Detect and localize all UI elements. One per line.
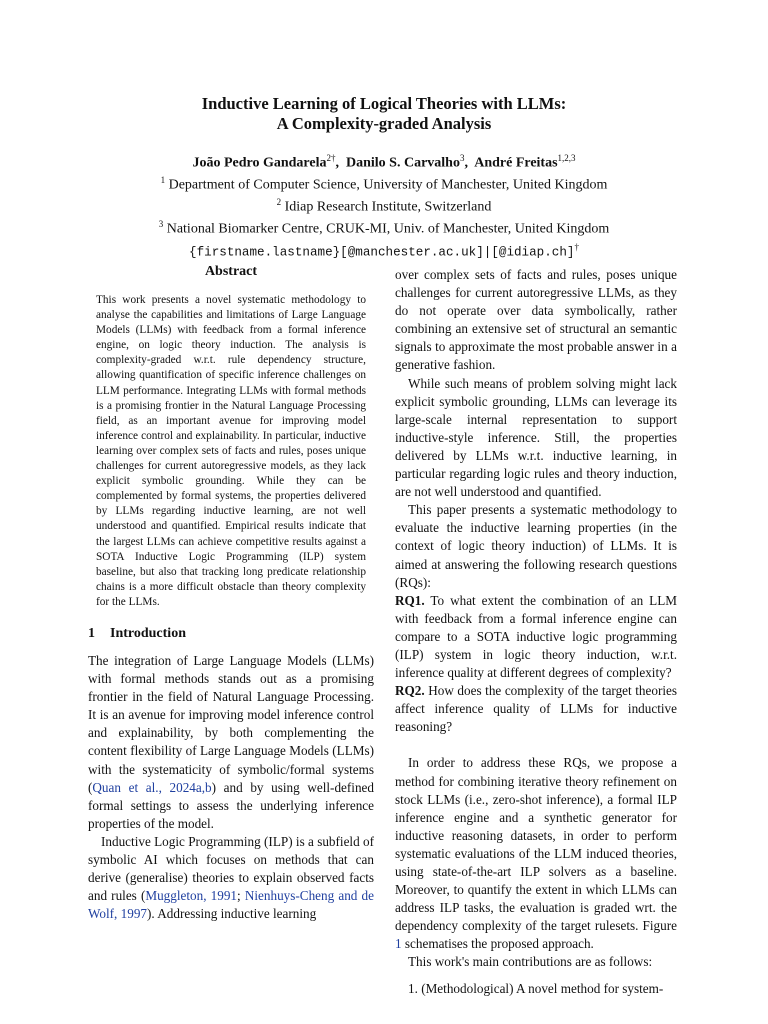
research-question-2: RQ2. How does the complexity of the target theories affect inference quality of LLMs for inductive reasoning? bbox=[395, 683, 677, 735]
intro-paragraph-2: Inductive Logic Programming (ILP) is a subfield of symbolic AI which focuses on methods that can derive (generalise) theories to explain observed facts and rules (Muggleton, 1991; Nienhuys-Cheng and de Wolf, 1997). Addressing inductive learning bbox=[88, 833, 374, 922]
rq2-label: RQ2. bbox=[395, 683, 425, 699]
intro-paragraph-1: The integration of Large Language Models (LLMs) with formal methods stands out as a promising frontier in the field of Natural Language Processing. It is an avenue for improving model inference control and explainability, by both complementing the content flexibility of Large Language Models (LLMs) with the systematicity of symbolic/formal systems (Quan et al., 2024a,b) and by using well-defined formal settings to assess the underlying inference properties of the model. bbox=[88, 652, 374, 831]
affiliation-3: $^3$ National Biomarker Centre, CRUK-MI, Univ. of Manchester, United Kingdom bbox=[158, 219, 610, 238]
intro-paragraph-4: This paper presents a systematic methodology to evaluate the inductive learning properties (in the context of logic theory induction) of LLMs. It is aimed at answering the following research questions (RQs): bbox=[395, 502, 677, 590]
citation-link-quan[interactable]: Quan et al., 2024a,b bbox=[92, 779, 212, 795]
author-1-sup: 2† bbox=[326, 153, 336, 163]
section-title: Introduction bbox=[110, 625, 186, 641]
section-heading-introduction bbox=[88, 626, 374, 642]
intro-paragraph-6: This work's main contributions are as follows: bbox=[408, 954, 653, 970]
author-block bbox=[0, 150, 768, 262]
intro-paragraph-2-continued: over complex sets of facts and rules, poses unique challenges for current autoregressive LLMs, as they do not operate over data symbolically, rather combining an extensive set of structural an semantic signals to approximate the most probable answer in a generative fashion. bbox=[395, 267, 677, 373]
author-2: Danilo S. Carvalho bbox=[346, 155, 460, 171]
affiliation-2: $^2$ Idiap Research Institute, Switzerland bbox=[276, 197, 492, 215]
left-column bbox=[88, 264, 374, 923]
section-number: 1 bbox=[88, 625, 95, 641]
author-1: João Pedro Gandarela bbox=[192, 155, 327, 171]
intro-paragraph-3: While such means of problem solving might lack explicit symbolic grounding, LLMs can leverage its large-scale internal representation to support inductive-style inference. Still, the properties delivered by LLMs w.r.t. inductive learning, in particular regarding logic rules and theory induction, are not well understood and quantified. bbox=[395, 375, 677, 500]
research-question-1: RQ1. To what extent the combination of an LLM with feedback from a formal inference engine can compare to a SOTA inductive logic programming (ILP) system in logic theory induction, w.r.t. inference quality at different degrees of complexity? bbox=[395, 592, 677, 681]
title-line-2: A Complexity-graded Analysis bbox=[276, 114, 492, 133]
citation-link-nienhuys-cheng[interactable]: Nienhuys-Cheng and de Wolf, 1997 bbox=[88, 888, 374, 922]
author-3: André Freitas bbox=[474, 155, 558, 171]
rq1-label: RQ1. bbox=[395, 592, 425, 608]
intro-paragraph-5: In order to address these RQs, we propose a method for combining iterative theory refinement on stock LLMs (i.e., zero-shot inference), a formal ILP inference engine and a synthetic generator for inductive reasoning datasets, in order to perform systematic evaluations of the LLM induced theories, using state-of-the-art ILP solvers as a baseline. Moreover, to quantify the extent in which LLMs can address ILP tasks, the evaluation is graded wrt. the dependency complexity of the target rulesets. Figure 1 schematises the proposed approach. bbox=[395, 755, 677, 952]
spacer bbox=[395, 736, 677, 754]
author-3-sup: 1,2,3 bbox=[557, 153, 576, 163]
citation-link-muggleton[interactable]: Muggleton, 1991 bbox=[145, 888, 238, 904]
right-column bbox=[395, 266, 677, 998]
title-line-1: Inductive Learning of Logical Theories with LLMs: bbox=[201, 94, 567, 113]
email-line: {firstname.lastname}[@manchester.ac.uk]|[@idiap.ch]† bbox=[189, 241, 579, 260]
author-2-sup: 3 bbox=[459, 153, 465, 163]
contribution-list-item-1: 1. (Methodological) A novel method for system- bbox=[408, 980, 664, 996]
abstract-text: This work presents a novel systematic methodology to analyse the capabilities and limitations of Large Language Models (LLMs) with feedback from a formal inference engine, on logic theory induction. The analysis is complexity-graded w.r.t. rule dependency structure, allowing quantification of specific inference challenges on LLM performance. Integrating LLMs with formal methods is a promising frontier in the Natural Language Processing field, as an important avenue for improving model inference control and explainability. In particular, inductive learning over complex sets of facts and rules, poses unique challenges for current autoregressive models, as they lack explicit symbolic grounding. While they can be complemented by formal systems, the properties delivered by LLMs regarding inductive learning, are not well understood and quantified. Empirical results indicate that the largest LLMs can achieve competitive results against a SOTA Inductive Logic Programming (ILP) system baseline, but also that tracking long predicate relationship chains is a more difficult obstacle than theory complexity for the LLMs. bbox=[96, 294, 366, 608]
paper-title bbox=[0, 94, 768, 134]
affiliation-1: $^1$ Department of Computer Science, University of Manchester, United Kingdom bbox=[160, 175, 608, 193]
figure-ref-link[interactable]: 1 bbox=[395, 936, 402, 952]
abstract-heading: Abstract bbox=[204, 264, 258, 279]
author-names: João Pedro Gandarela$^{2\dagger}$, Danilo S. Carvalho$^3$, André Freitas$^{1,2,3}$ bbox=[192, 153, 576, 171]
